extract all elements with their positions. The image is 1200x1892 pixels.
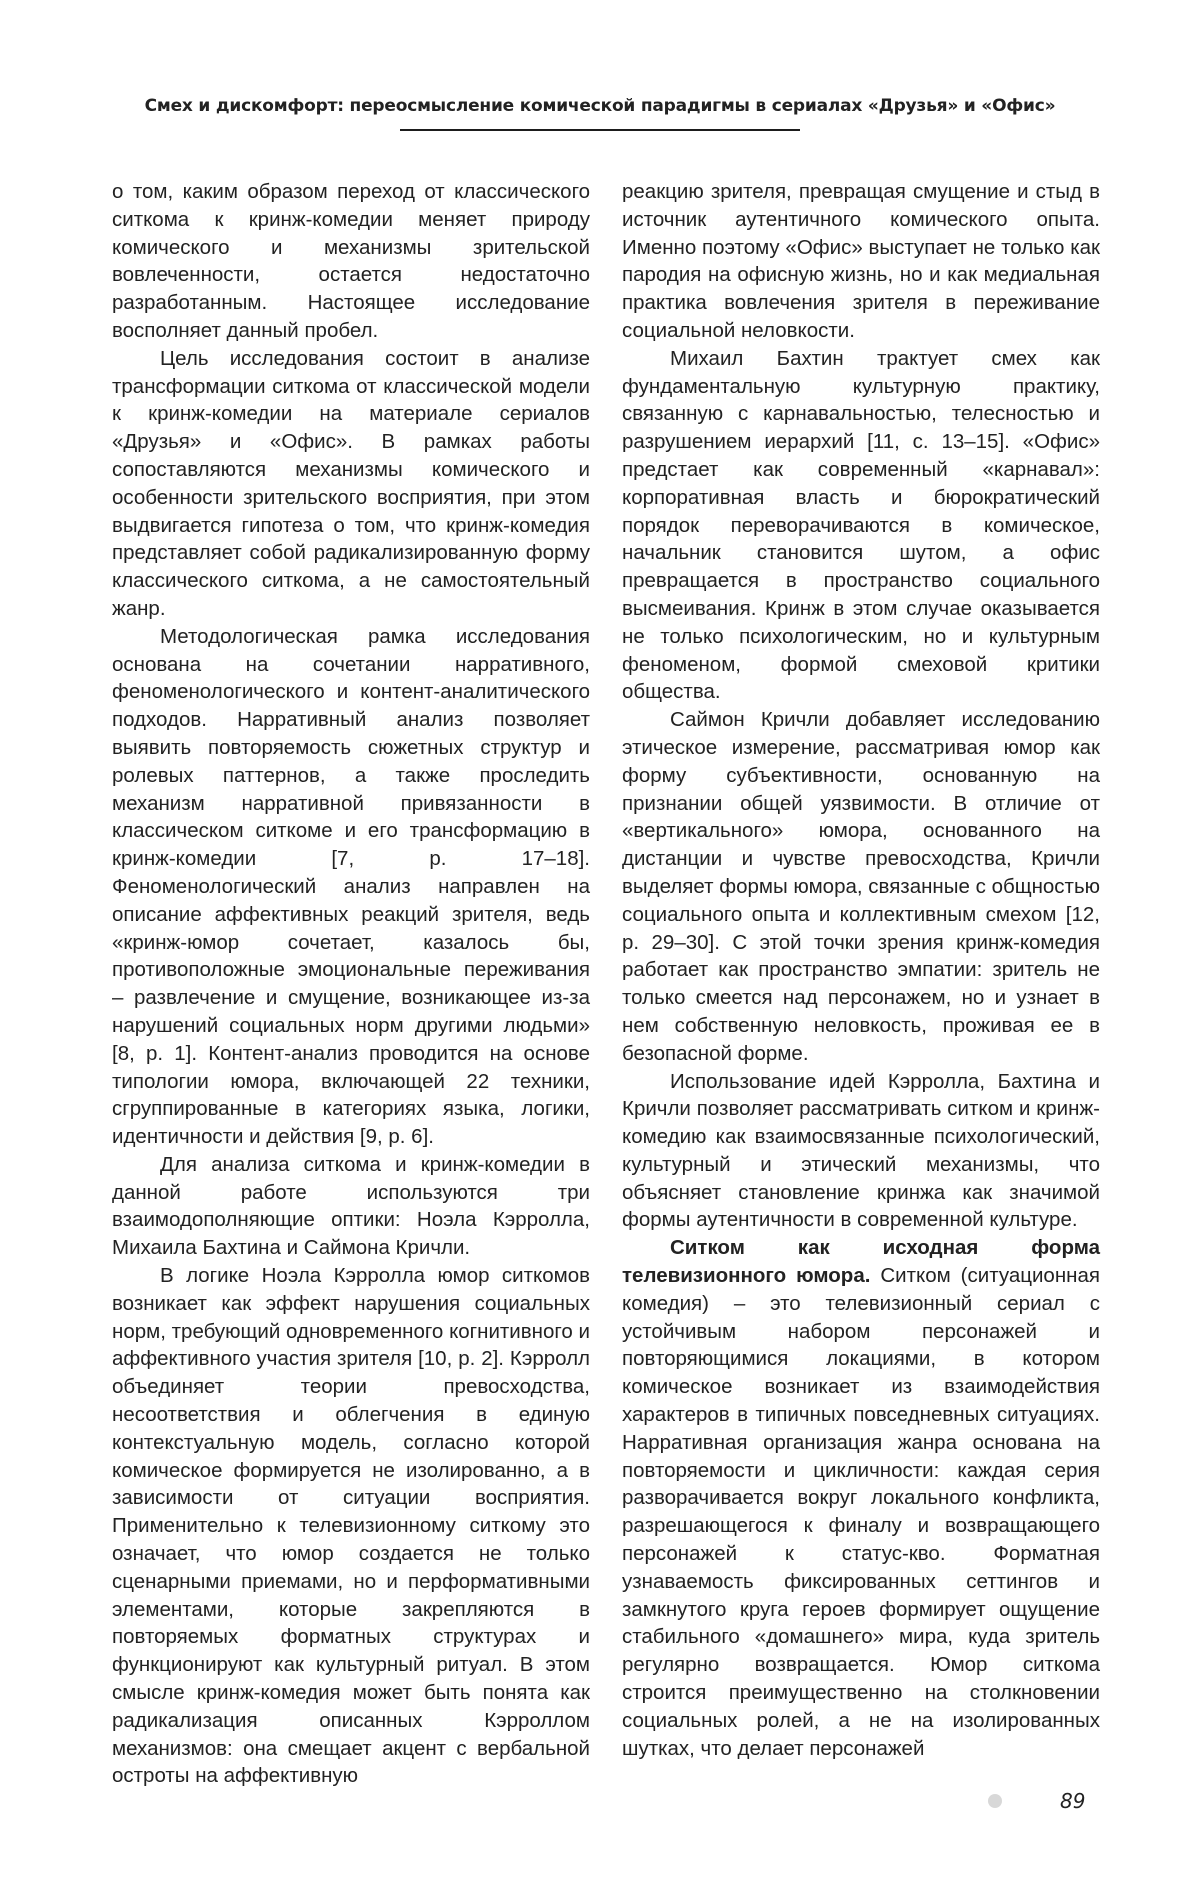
paragraph: Методологическая рамка исследования основана на сочетании нарративного, феноменологического и контент-аналитического подходов. Нарративный анализ позволяет выявить повторяемость сюжетных структур и ролевых паттернов, а также проследить механизм нарративной привязанности в классическом ситкоме и его трансформацию в кринж-комедии [7, p. 17–18]. Феноменологический анализ направлен на описание аффективных реакций зрителя, ведь «кринж-юмор сочетает, казалось бы, противоположные эмоциональные переживания – развлечение и смущение, возникающее из-за нарушений социальных норм другими людьми» [8, p. 1]. Контент-анализ проводится на основе типологии юмора, включающей 22 техники, сгруппированные в категориях языка, логики, идентичности и действия [9, p. 6]. <box>112 624 590 1149</box>
paragraph: Михаил Бахтин трактует смех как фундаментальную культурную практику, связанную с карнавальностью, телесностью и разрушением иерархий [11, с. 13–15]. «Офис» предстает как современный «карнавал»: корпоративная власть и бюрократический порядок переворачиваются в комическое, начальник становится шутом, а офис превращается в пространство социального высмеивания. Кринж в этом случае оказывается не только психологическим, но и культурным феноменом, формой смеховой критики общества. <box>622 346 1100 704</box>
page-dot <box>988 1794 1002 1808</box>
section-paragraph <box>622 1234 1100 1762</box>
paragraph: Цель исследования состоит в анализе трансформации ситкома от классической модели к кринж-комедии на материале сериалов «Друзья» и «Офис». В рамках работы сопоставляются механизмы комического и особенности зрительского восприятия, при этом выдвигается гипотеза о том, что кринж-комедия представляет собой радикализированную форму классического ситкома, а не самостоятельный жанр. <box>112 346 590 620</box>
left-column <box>112 178 590 1790</box>
right-column <box>622 178 1100 1762</box>
paragraph: Использование идей Кэрролла, Бахтина и Кричли позволяет рассматривать ситком и кринж-комедию как взаимосвязанные психологический, культурный и этический механизмы, что объясняет становление кринжа как значимой формы аутентичности в современной культуре. <box>622 1069 1100 1232</box>
page-number: 89 <box>1060 1789 1086 1813</box>
paragraph: реакцию зрителя, превращая смущение и стыд в источник аутентичного комического опыта. Именно поэтому «Офис» выступает не только как пародия на офисную жизнь, но и как медиальная практика вовлечения зрителя в переживание социальной неловкости. <box>622 180 1100 342</box>
section-text: Ситком (ситуационная комедия) – это телевизионный сериал с устойчивым набором персонажей и повторяющимися локациями, в котором комическое возникает из взаимодействия характеров в типичных повседневных ситуациях. Нарративная организация жанра основана на повторяемости и цикличности: каждая серия разворачивается вокруг локального конфликта, разрешающегося к финалу и возвращающего персонажей к статус-кво. Форматная узнаваемость фиксированных сеттингов и замкнутого круга героев формирует ощущение стабильного «домашнего» мира, куда зритель регулярно возвращается. Юмор ситкома строится преимущественно на столкновении социальных ролей, а не на изолированных шутках, что делает персонажей <box>622 1264 1100 1760</box>
header-rule <box>400 129 800 131</box>
paragraph: Для анализа ситкома и кринж-комедии в данной работе используются три взаимодополняющие оптики: Ноэла Кэрролла, Михаила Бахтина и Саймона Кричли. <box>112 1152 590 1260</box>
paragraph: о том, каким образом переход от классического ситкома к кринж-комедии меняет природу комического и механизмы зрительской вовлеченности, остается недостаточно разработанным. Настоящее исследование восполняет данный пробел. <box>112 180 590 342</box>
section-heading: Ситком как исходная форма телевизионного юмора. <box>622 1236 1100 1288</box>
running-title: Смех и дискомфорт: переосмысление комической парадигмы в сериалах «Друзья» и «Офис» <box>144 96 1056 116</box>
paragraph: В логике Ноэла Кэрролла юмор ситкомов возникает как эффект нарушения социальных норм, требующий одновременного когнитивного и аффективного участия зрителя [10, p. 2]. Кэрролл объединяет теории превосходства, несоответствия и облегчения в единую контекстуальную модель, согласно которой комическое формируется не изолированно, а в зависимости от ситуации восприятия. Применительно к телевизионному ситкому это означает, что юмор создается не только сценарными приемами, но и перформативными элементами, которые закрепляются в повторяемых форматных структурах и функционируют как культурный ритуал. В этом смысле кринж-комедия может быть понята как радикализация описанных Кэрроллом механизмов: она смещает акцент с вербальной остроты на аффективную <box>112 1264 590 1788</box>
paragraph: Саймон Кричли добавляет исследованию этическое измерение, рассматривая юмор как форму субъективности, основанную на признании общей уязвимости. В отличие от «вертикального» юмора, основанного на дистанции и чувстве превосходства, Кричли выделяет формы юмора, связанные с общностью социального опыта и коллективным смехом [12, p. 29–30]. С этой точки зрения кринж-комедия работает как пространство эмпатии: зритель не только смеется над персонажем, но и узнает в нем собственную неловкость, проживая ее в безопасной форме. <box>622 708 1100 1065</box>
